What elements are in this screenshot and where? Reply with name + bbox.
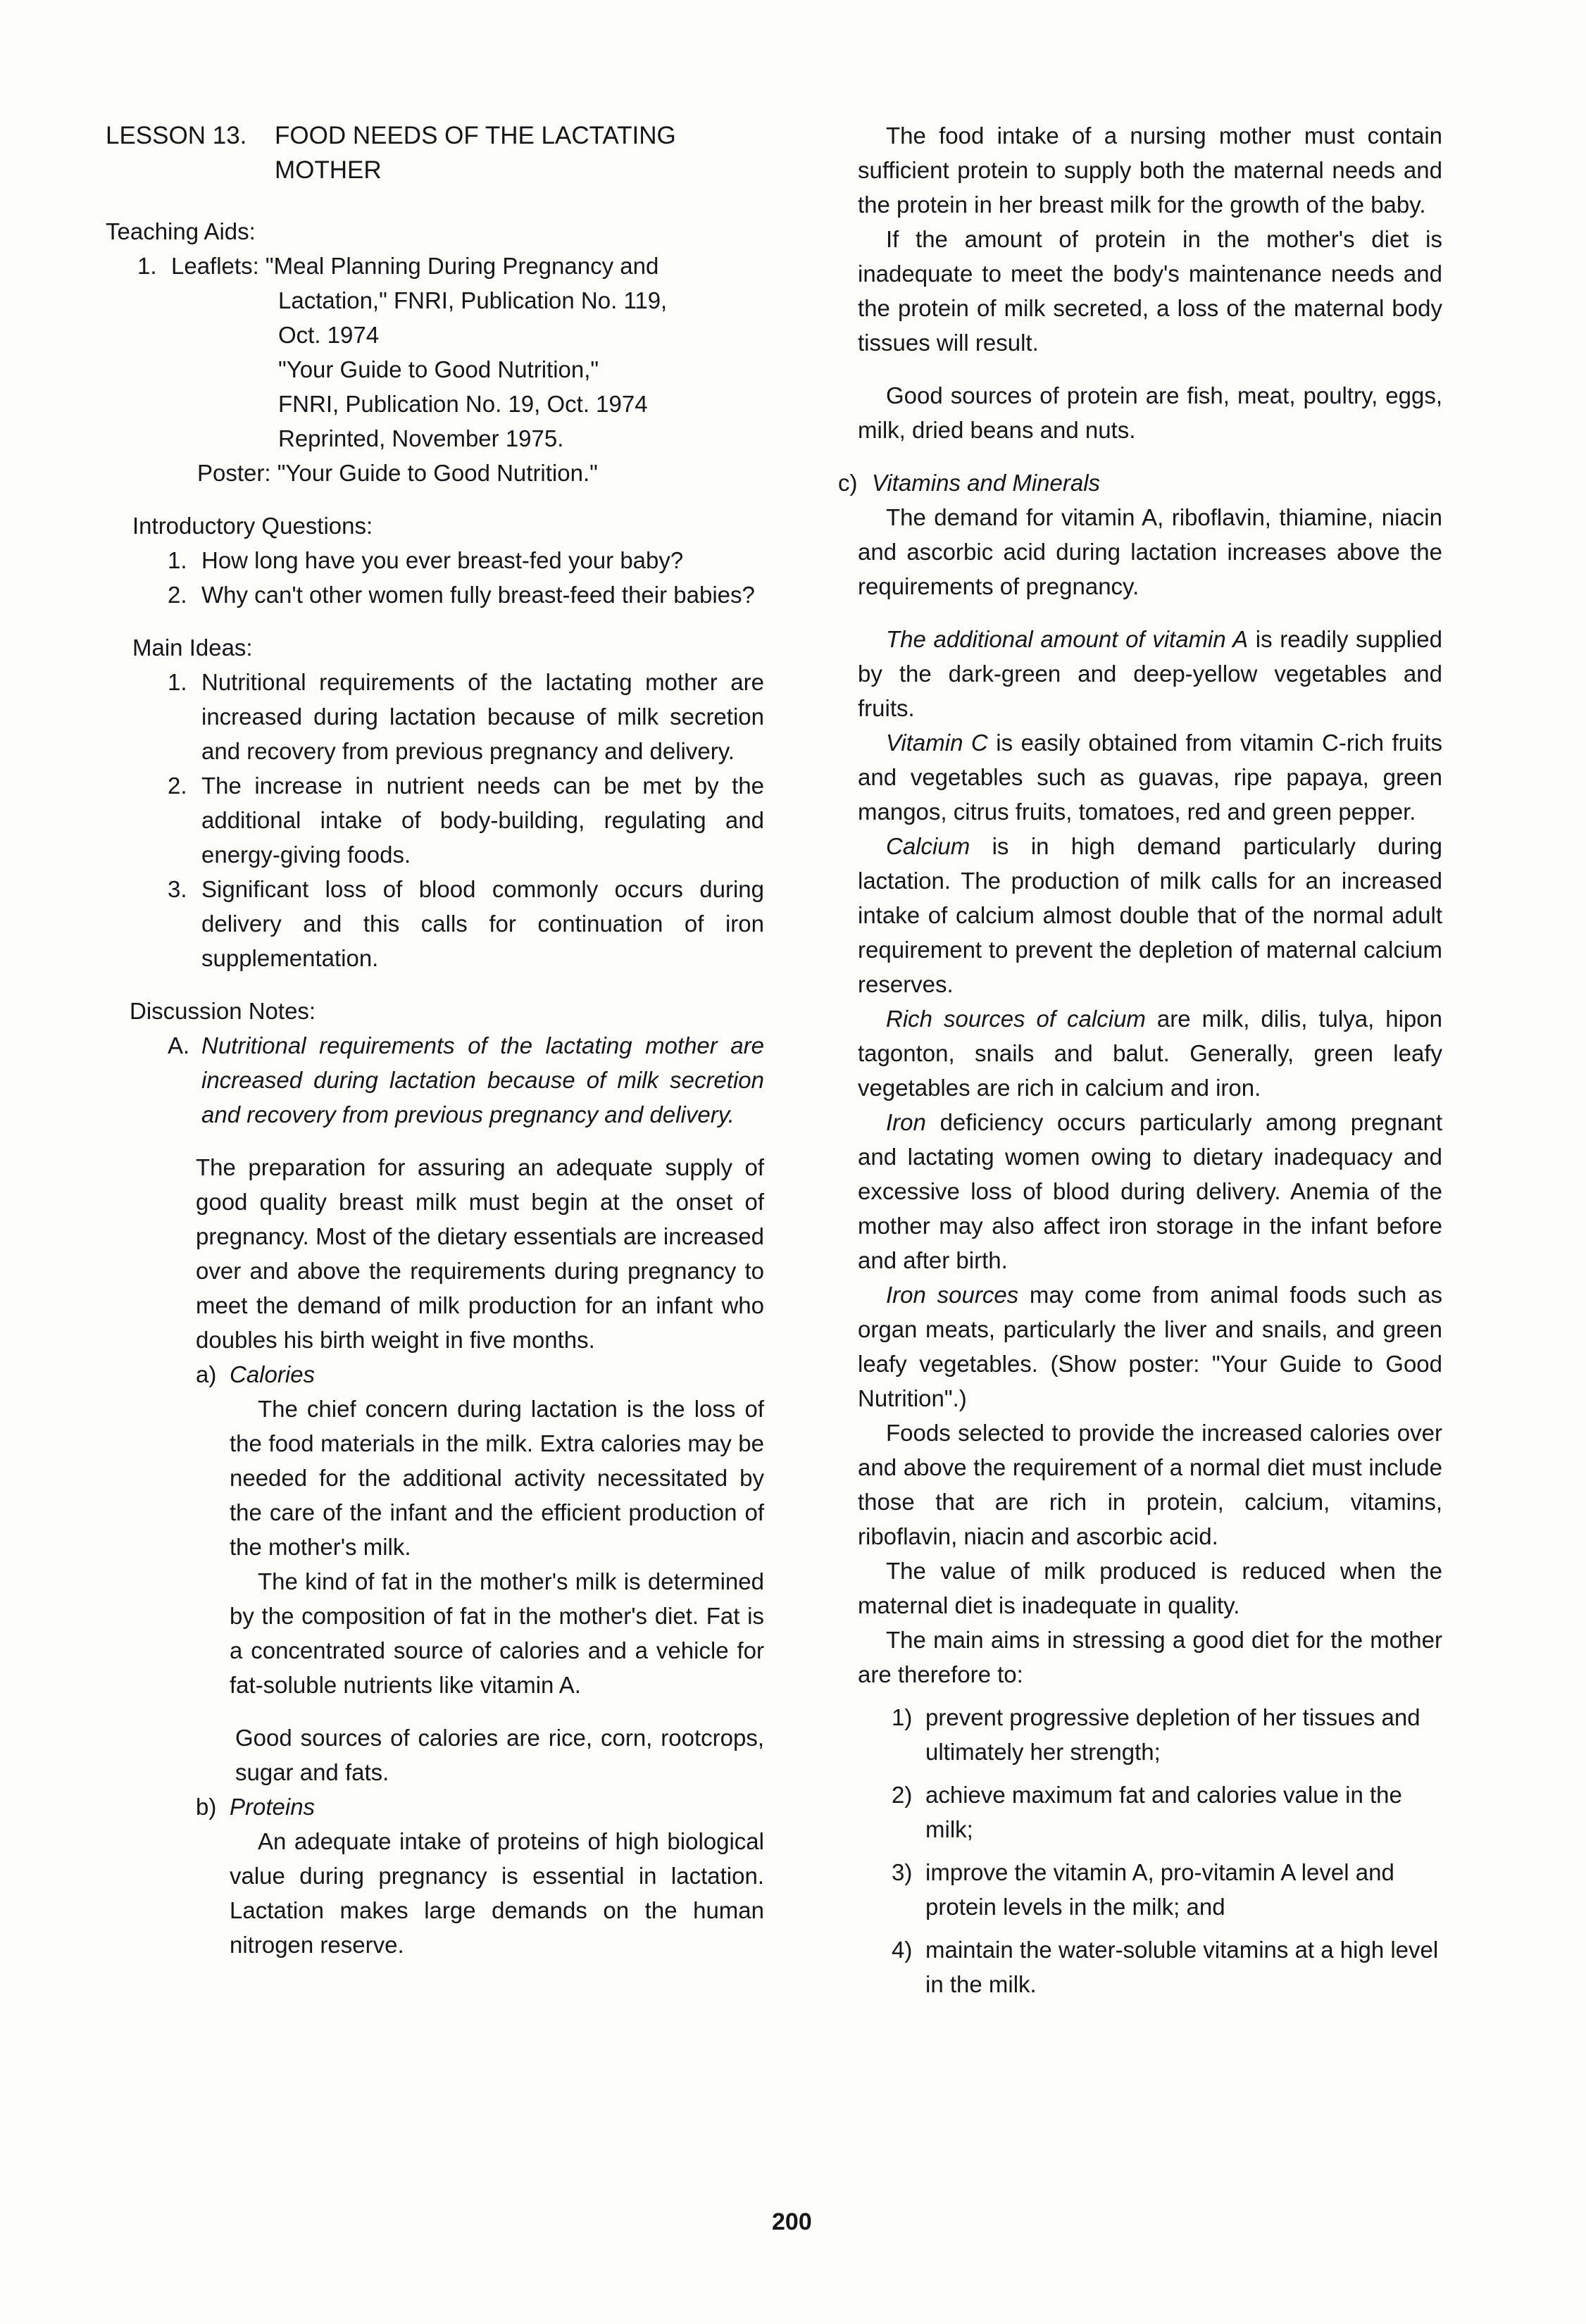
discussion-a-paragraph: The preparation for assuring an adequate supply of good quality breast milk must begin at the onset of pregnancy. Most of the dietary essentials are increased over and above the requirements during pregnancy to meet the demand of milk production for an infant who doubles his birth weight in five months.: [196, 1154, 764, 1353]
protein-paragraph: If the amount of protein in the mother's diet is inadequate to meet the body's maintenance needs and the protein of milk secreted, a loss of the maternal body tissues will result.: [858, 226, 1442, 356]
aim-item: 3) improve the vitamin A, pro-vitamin A level and protein levels in the milk; and: [892, 1859, 1394, 1920]
aim-item: 4) maintain the water-soluble vitamins at a high level in the milk.: [892, 1937, 1439, 1997]
vitamin-c-paragraph: Vitamin C is easily obtained from vitamin C-rich fruits and vegetables such as guavas, ripe papaya, green mangos, citrus fruits, tomatoes, red and green pepper.: [858, 730, 1442, 825]
leaflet-line: "Your Guide to Good Nutrition,": [278, 356, 599, 382]
teaching-aids-heading: Teaching Aids:: [106, 218, 256, 244]
calories-paragraph: The chief concern during lactation is the loss of the food materials in the milk. Extra calories may be needed for the additional activity necessitated by the care of the infant and the efficient production of the mother's milk.: [230, 1396, 764, 1560]
lesson-label: LESSON 13.: [106, 122, 247, 149]
main-idea-item: 1. Nutritional requirements of the lactating mother are increased during lactation because of milk secretion and recovery from previous pregnancy and delivery.: [168, 669, 764, 764]
calcium-paragraph: Calcium is in high demand particularly during lactation. The production of milk calls for an increased intake of calcium almost double that of the normal adult requirement to prevent the depletion of maternal calcium reserves.: [858, 833, 1442, 997]
lesson-title: [106, 118, 764, 187]
discussion-a-title: Nutritional requirements of the lactating mother are increased during lactation because of milk secretion and recovery from previous pregnancy and delivery.: [201, 1032, 764, 1127]
teaching-aid-item: [106, 249, 764, 283]
intro-item: 2. Why can't other women fully breast-feed their babies?: [168, 582, 755, 608]
proteins-heading: b) Proteins: [196, 1794, 316, 1820]
leaflet-line: Lactation," FNRI, Publication No. 119,: [278, 287, 668, 313]
vitamins-paragraph: The demand for vitamin A, riboflavin, thiamine, niacin and ascorbic acid during lactation increases above the requirements of pregnancy.: [858, 504, 1442, 599]
teaching-aid-label: Leaflets: "Meal Planning During Pregnancy and: [171, 253, 659, 279]
vitamins-heading: c) Vitamins and Minerals: [838, 470, 1101, 496]
left-column: [106, 118, 764, 1962]
poster-line: Poster: "Your Guide to Good Nutrition.": [197, 460, 598, 486]
proteins-paragraph: An adequate intake of proteins of high biological value during pregnancy is essential in lactation. Lactation makes large demands on the human nitrogen reserve.: [230, 1828, 764, 1958]
discussion-a: A. Nutritional requirements of the lactating mother are increased during lactation because of milk secretion and recovery from previous pregnancy and delivery.: [106, 1028, 764, 1132]
vitamin-a-paragraph: The additional amount of vitamin A is readily supplied by the dark-green and deep-yellow vegetables and fruits.: [858, 626, 1442, 721]
protein-sources: Good sources of protein are fish, meat, poultry, eggs, milk, dried beans and nuts.: [858, 382, 1442, 443]
iron-sources-paragraph: Iron sources may come from animal foods such as organ meats, particularly the liver and snails, and green leafy vegetables. (Show poster: "Your Guide to Good Nutrition".): [858, 1282, 1442, 1411]
protein-paragraph: The food intake of a nursing mother must contain sufficient protein to supply both the maternal needs and the protein in her breast milk for the growth of the baby.: [858, 123, 1442, 218]
leaflet-line: Reprinted, November 1975.: [278, 425, 564, 451]
teaching-aid-num: 1.: [137, 253, 157, 279]
lesson-title-line1: FOOD NEEDS OF THE LACTATING: [275, 122, 676, 149]
main-aims-paragraph: The main aims in stressing a good diet for the mother are therefore to:: [858, 1627, 1442, 1687]
page-number: 200: [772, 2209, 812, 2235]
intro-item: 1. How long have you ever breast-fed your baby?: [168, 547, 684, 573]
introductory-heading: Introductory Questions:: [132, 513, 373, 539]
calcium-sources-paragraph: Rich sources of calcium are milk, dilis, tulya, hipon tagonton, snails and balut. Generally, green leafy vegetables are rich in calcium and iron.: [858, 1006, 1442, 1101]
main-idea-item: 2. The increase in nutrient needs can be met by the additional intake of body-building, regulating and energy-giving foods.: [168, 773, 764, 868]
right-column: [838, 118, 1442, 2001]
main-idea-item: 3. Significant loss of blood commonly occurs during delivery and this calls for continuation of iron supplementation.: [168, 876, 764, 971]
calories-paragraph: The kind of fat in the mother's milk is determined by the composition of fat in the mother's diet. Fat is a concentrated source of calories and a vehicle for fat-soluble nutrients like vitamin A.: [230, 1568, 764, 1698]
leaflet-line: FNRI, Publication No. 19, Oct. 1974: [278, 391, 648, 417]
leaflet-line: Oct. 1974: [278, 322, 380, 348]
aim-item: 2) achieve maximum fat and calories value in the milk;: [892, 1782, 1402, 1842]
iron-paragraph: Iron deficiency occurs particularly among pregnant and lactating women owing to dietary inadequacy and excessive loss of blood during delivery. Anemia of the mother may also affect iron storage in the infant before and after birth.: [858, 1109, 1442, 1273]
leaflet-lines: [106, 283, 764, 456]
aim-item: 1) prevent progressive depletion of her tissues and ultimately her strength;: [892, 1704, 1420, 1765]
discussion-heading: Discussion Notes:: [130, 998, 316, 1024]
foods-paragraph: Foods selected to provide the increased calories over and above the requirement of a normal diet must include those that are rich in protein, calcium, vitamins, riboflavin, niacin and ascorbic acid.: [858, 1420, 1442, 1549]
milk-value-paragraph: The value of milk produced is reduced when the maternal diet is inadequate in quality.: [858, 1558, 1442, 1618]
calories-sources: Good sources of calories are rice, corn, rootcrops, sugar and fats.: [235, 1725, 764, 1785]
calories-heading: a) Calories: [196, 1361, 316, 1387]
main-ideas-heading: Main Ideas:: [132, 635, 253, 661]
lesson-title-line2: MOTHER: [275, 156, 382, 184]
